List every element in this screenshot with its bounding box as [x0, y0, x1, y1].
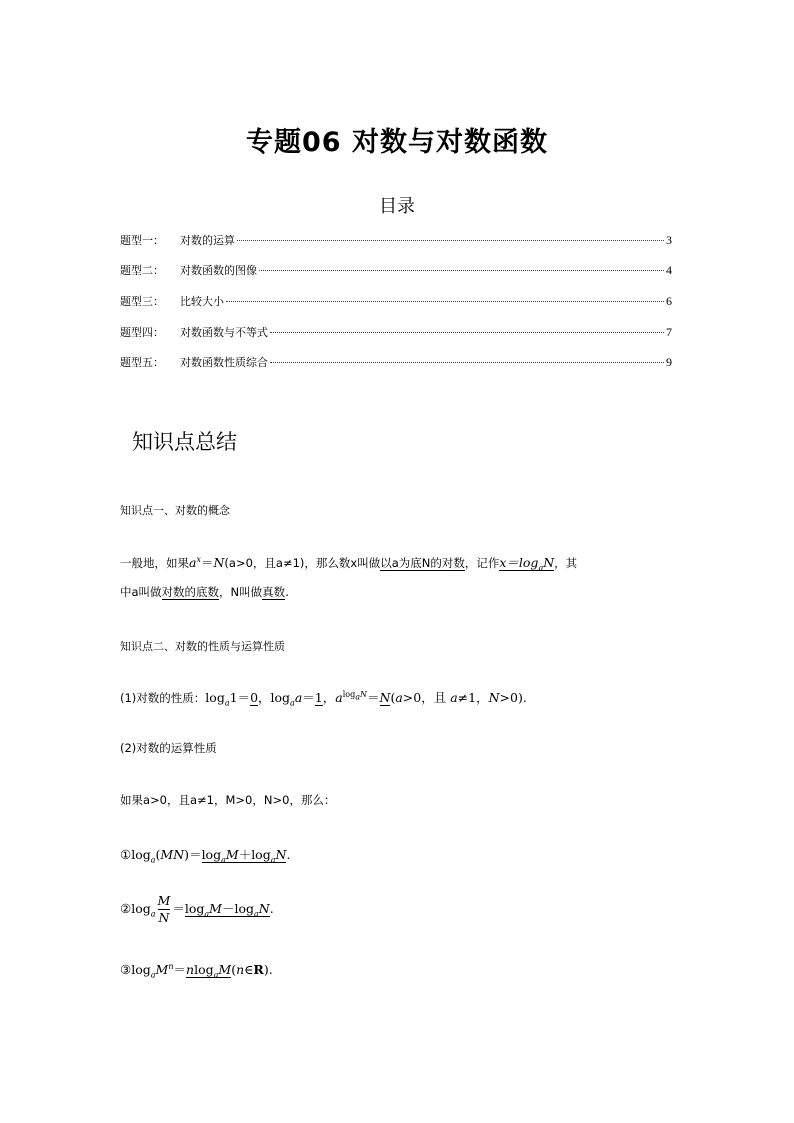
kp2-property-1: (1)对数的性质：$\log_a1=0$，$\log_aa=1$，$a^{log_aN}=N(a>0$，且 a≠1，N>0).: [120, 689, 527, 708]
toc-item-text: 比较大小: [180, 295, 224, 308]
toc-item-label: 题型三：: [120, 295, 164, 308]
toc-item-label: 题型四：: [120, 326, 164, 339]
kp1-line2: 中a叫做对数的底数，N叫做真数.: [120, 584, 290, 599]
rule-1: $①\log_a(MN)=\log_aM+\log_aN$.: [120, 847, 291, 865]
toc-leader: [226, 301, 664, 302]
kp2-property-2-label: (2)对数的运算性质: [120, 741, 217, 755]
toc-item[interactable]: [120, 354, 672, 374]
toc-item-text: 对数的运算: [180, 234, 235, 247]
toc-item[interactable]: [120, 293, 672, 313]
rule-3: $③\log_aM^n=nlog_aM(n\in R)$.: [120, 961, 273, 980]
kp2-heading: 知识点二、对数的性质与运算性质: [120, 640, 285, 653]
toc-item[interactable]: [120, 232, 672, 252]
fraction-m-over-n: $\frac{M}{N}$: [157, 893, 171, 925]
toc-item-label: 题型一：: [120, 234, 164, 247]
toc-item-page: 7: [666, 325, 672, 339]
toc-item-text: 对数函数的图像: [180, 264, 257, 277]
rule-2: $②\log_a$ $\frac{M}{N}$ $=\log_aM-\log_aN$.: [120, 893, 274, 925]
toc-item-text: 对数函数性质综合: [180, 356, 268, 369]
toc-leader: [237, 240, 664, 241]
kp1-line1: 一般地，如果$a^x=N(a>0$，且a≠1)，那么数x叫做以a为底N的对数，记作$x=\log_aN$，其: [120, 554, 578, 573]
toc-leader: [259, 270, 664, 271]
toc-item-text: 对数函数与不等式: [180, 326, 268, 339]
toc-item-page: 3: [666, 233, 672, 247]
toc-leader: [270, 362, 664, 363]
toc-item-page: 6: [666, 294, 672, 308]
toc-leader: [270, 332, 664, 333]
page-title: 专题06 对数与对数函数: [246, 127, 548, 158]
kp2-conditions: 如果a>0，且a≠1，M>0，N>0，那么：: [120, 793, 336, 807]
kp1-definition: 以a为底N的对数: [380, 556, 465, 570]
toc-item-label: 题型五：: [120, 356, 164, 369]
toc-item-page: 9: [666, 355, 672, 369]
kp1-heading: 知识点一、对数的概念: [120, 504, 230, 517]
section-heading: 知识点总结: [132, 430, 237, 454]
toc-heading: 目录: [379, 196, 415, 217]
toc-item[interactable]: [120, 324, 672, 344]
toc-item-label: 题型二：: [120, 264, 164, 277]
toc-item[interactable]: [120, 262, 672, 282]
toc-item-page: 4: [666, 263, 672, 277]
